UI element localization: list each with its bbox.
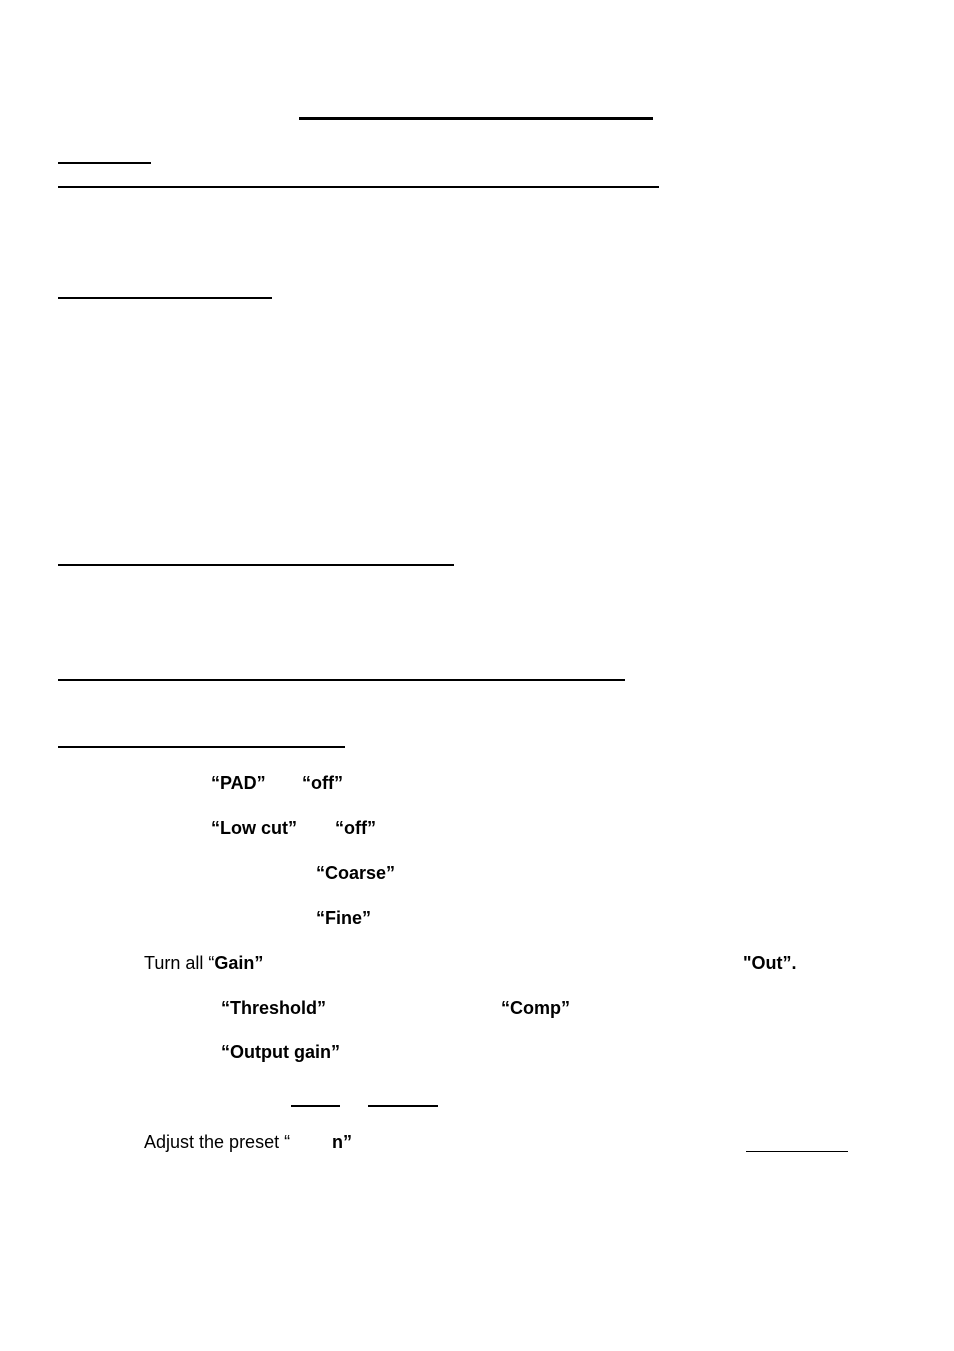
section-underline (58, 564, 454, 566)
blank-underline (746, 1151, 848, 1152)
section-underline (58, 297, 272, 299)
lowcut-label: “Low cut” (211, 818, 297, 838)
section-underline (58, 746, 345, 748)
preset-line (144, 1131, 290, 1153)
coarse-label: “Coarse” (316, 863, 396, 883)
preset-label: n” (332, 1132, 352, 1152)
section-underline (58, 162, 151, 164)
gain-line (144, 952, 263, 974)
comp-label: “Comp” (501, 998, 570, 1018)
title-underline (299, 117, 653, 120)
pad-label: “PAD” (211, 773, 266, 793)
blank-underline (291, 1105, 340, 1107)
preset-lead: Adjust the preset “ (144, 1132, 291, 1152)
fine-label: “Fine” (316, 908, 372, 928)
pad-state: “off” (302, 773, 343, 793)
threshold-label: “Threshold” (221, 998, 327, 1018)
blank-underline (368, 1105, 438, 1107)
section-underline (58, 679, 625, 681)
gain-label: Gain” (214, 953, 264, 973)
gain-state: "Out”. (743, 953, 797, 973)
section-underline (58, 186, 659, 188)
gain-lead: Turn all “ (144, 953, 215, 973)
output-gain-label: “Output gain” (221, 1042, 340, 1062)
lowcut-state: “off” (335, 818, 376, 838)
